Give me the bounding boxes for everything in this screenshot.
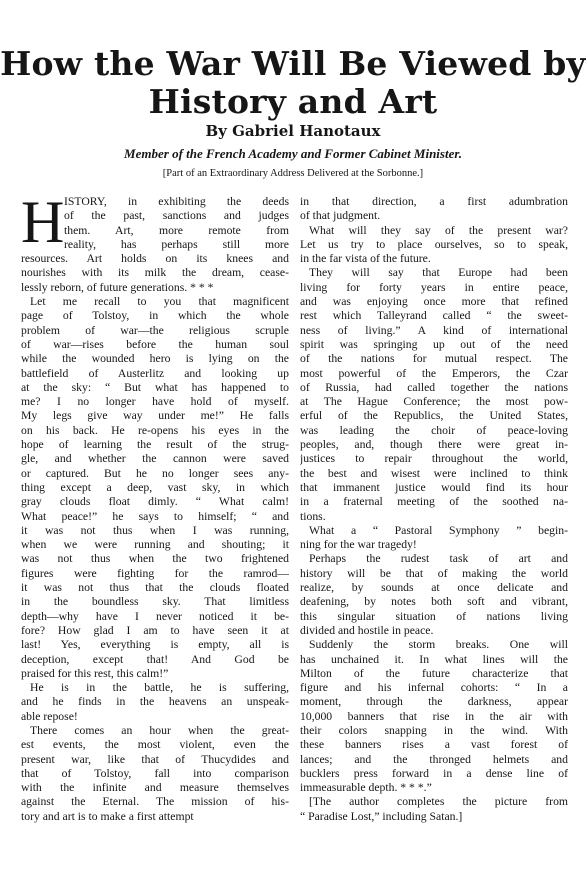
text-line: and was enjoying once more that refined (300, 295, 568, 309)
text-line: able repose! (21, 709, 78, 723)
text-line: figure and his infernal cohorts: “ In a (300, 681, 568, 695)
text-line: against the Eternal. The mission of his- (21, 795, 289, 809)
text-line: history will be that of making the world (300, 566, 568, 580)
text-line: that of Tolstoy, fall into comparison (21, 766, 289, 780)
address-note: [Part of an Extraordinary Address Delivered at the Sorbonne.] (162, 168, 424, 179)
text-line: fore? How glad I am to have seen it at (21, 623, 289, 637)
text-line: living for forty years in entire peace, (300, 280, 568, 294)
text-line: erful of the Republics, the United States, (300, 409, 568, 423)
text-line: tory and art is to make a first attempt (21, 809, 194, 823)
text-line: What will they say of the present war? (309, 223, 568, 237)
text-line: My legs give way under me!” He falls (21, 409, 289, 423)
text-line: deafening, by notes both soft and vibrant, (300, 595, 568, 609)
text-line: of the nations for mutual respect. The (300, 352, 568, 366)
text-line: bucklers press forward in a dense line of (300, 766, 568, 780)
text-line: lances; and the thronged helmets and (300, 752, 568, 766)
text-line: figures were fighting for the ramrod— (21, 566, 289, 580)
text-line: est events, the most violent, even the (21, 738, 289, 752)
text-line: They will say that Europe had been (309, 266, 568, 280)
text-line: immeasurable depth. * * *.” (300, 781, 432, 795)
text-line: with the infinite and measure themselves (21, 781, 289, 795)
text-line: battlefield of Austerlitz and looking up (21, 366, 289, 380)
text-line: in the boundless sky. That limitless (21, 595, 289, 609)
text-line: ness of living.” A kind of international (300, 323, 568, 337)
text-line: Let us try to place ourselves, so to speak, (300, 237, 568, 251)
text-line: present war, like that of Thucydides and (21, 752, 289, 766)
text-line: me? I no longer have hold of myself. (21, 395, 289, 409)
author-credentials: Member of the French Academy and Former Cabinet Minister. (124, 146, 462, 161)
text-line: them. Art, more remote from (64, 223, 289, 237)
text-line: 10,000 banners that rise in the air with (300, 709, 568, 723)
text-line: was leading the choir of peace-loving (300, 423, 568, 437)
text-line: of that judgment. (300, 209, 381, 223)
text-line: tions. (300, 509, 326, 523)
text-line: at The Hague Conference; the most pow- (300, 395, 568, 409)
text-line: was not thus when the two frightened (21, 552, 289, 566)
text-line: their colors snapping in the wind. With (300, 723, 568, 737)
byline: By Gabriel Hanotaux (205, 122, 381, 140)
text-line: these banners rises a vast forest of (300, 738, 568, 752)
right-column (300, 195, 568, 824)
text-line: of war—rises before the human soul (21, 337, 289, 351)
text-line: Perhaps the rudest task of art and (309, 552, 568, 566)
text-line: it was not thus that the clouds floated (21, 581, 289, 595)
text-line: justices to repair throughout the world, (300, 452, 568, 466)
text-line: deception, except that! And God be (21, 652, 289, 666)
text-line: realize, by sounds at once delicate and (300, 581, 568, 595)
text-line: ISTORY, in exhibiting the deeds (64, 195, 289, 208)
text-line: has unchained it. In what lines will the (300, 652, 568, 666)
text-line: hope of learning the result of the strug- (21, 438, 289, 452)
text-line: gle, and whether the cannon were saved (21, 452, 289, 466)
text-line: that immanent justice would find its hour (300, 480, 568, 494)
text-line: in the far vista of the future. (300, 252, 431, 266)
text-line: peoples, and, though there were great in- (300, 438, 568, 452)
text-line: and he finds in the heavens an unspeak- (21, 695, 289, 709)
text-line: of Russia, had called together the nations (300, 380, 568, 394)
text-line: in that direction, a first adumbration (300, 195, 568, 208)
text-line: of the past, sanctions and judges (64, 209, 289, 223)
text-line: or captured. But he no longer sees any- (21, 466, 289, 480)
text-line: problem of war—the religious scruple (21, 323, 289, 337)
text-line: resources. Art holds on its knees and (21, 252, 289, 266)
text-line: it was not thus when I was running, (21, 523, 289, 537)
text-line: most powerful of the Emperors, the Czar (300, 366, 568, 380)
text-line: moment, through the darkness, appear (300, 695, 568, 709)
drop-cap: H (21, 189, 65, 255)
text-line: depth—why have I never noticed it be- (21, 609, 289, 623)
text-line: Suddenly the storm breaks. One will (309, 638, 568, 652)
text-line: last! Yes, everything is empty, all is (21, 638, 289, 652)
text-line: in a fraternal meeting of the soothed na- (300, 495, 568, 509)
text-line: Milton of the future characterize that (300, 666, 568, 680)
text-line: Let me recall to you that magnificent (30, 295, 289, 309)
left-column (21, 189, 289, 824)
text-line: divided and hostile in peace. (300, 623, 434, 637)
text-line: thing except a deep, vast sky, in which (21, 480, 289, 494)
text-line: [The author completes the picture from (309, 795, 568, 809)
text-line: the best and wisest were inclined to think (300, 466, 568, 480)
text-line: on his back. He re-opens his eyes in the (21, 423, 289, 437)
text-line: rest which Talleyrand called “ the sweet- (300, 309, 568, 323)
text-line: ning for the war tragedy! (300, 538, 417, 552)
text-line: praised for this rest, this calm!” (21, 666, 169, 680)
text-line: lessly reborn, of future generations. * * * (21, 280, 214, 294)
article-title-line-1: How the War Will Be Viewed by (0, 44, 586, 83)
text-line: this singular situation of nations living (300, 609, 568, 623)
article-title-line-2: History and Art (148, 82, 438, 121)
text-line: spirit was springing up out of the need (300, 337, 568, 351)
text-line: He is in the battle, he is suffering, (30, 681, 289, 695)
text-line: when we were running and shouting; it (21, 538, 289, 552)
text-line: reality, has perhaps still more (64, 237, 289, 251)
text-line: What peace!” he says to himself; “ and (21, 509, 289, 523)
text-line: nourishes with its milk the dream, cease- (21, 266, 289, 280)
text-line: while the wounded hero is lying on the (21, 352, 289, 366)
text-line: gray clouds float dimly. “ What calm! (21, 495, 289, 509)
text-line: What a “ Pastoral Symphony ” begin- (309, 523, 568, 537)
text-line: There comes an hour when the great- (30, 723, 289, 737)
text-line: at the sky: “ But what has happened to (21, 380, 289, 394)
text-line: page of Tolstoy, in which the whole (21, 309, 289, 323)
text-line: “ Paradise Lost,” including Satan.] (300, 809, 463, 823)
